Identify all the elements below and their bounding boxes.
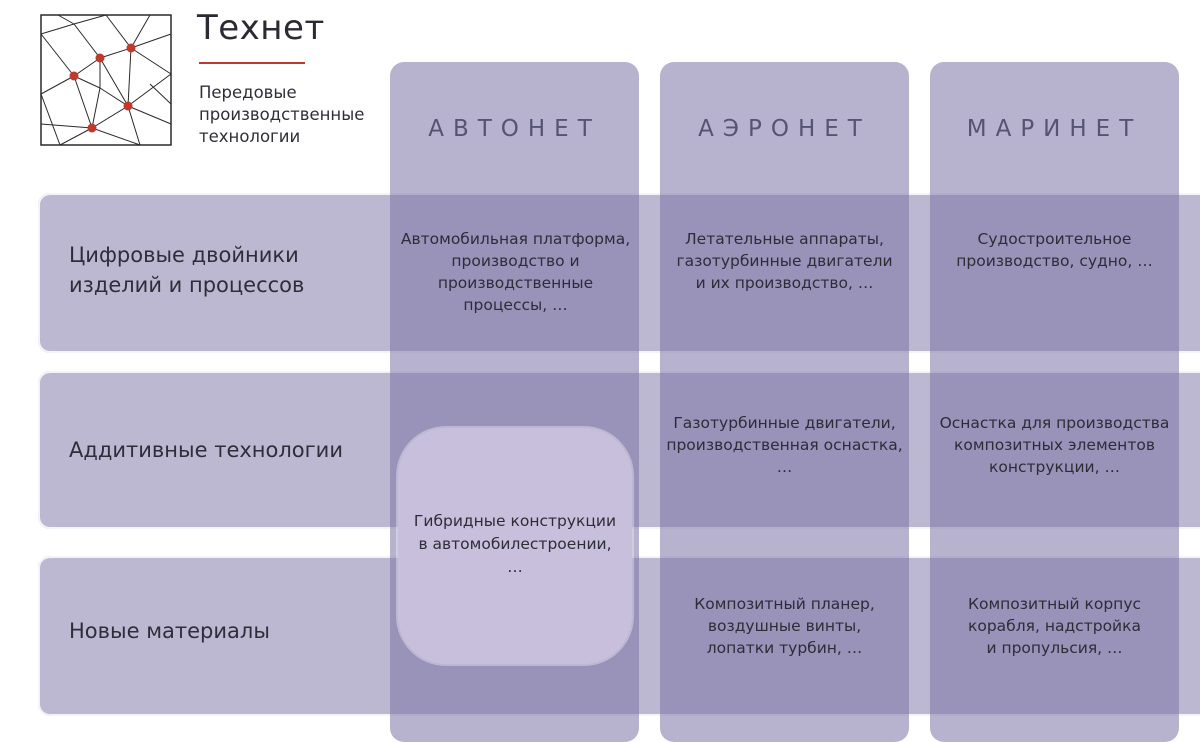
cell-line: композитных элементов [954, 436, 1155, 454]
cell-line: Судостроительное [977, 230, 1132, 248]
row-label-digital-twins [69, 240, 304, 300]
cell-line: Композитный планер, [694, 595, 875, 613]
cell-line: воздушные винты, [707, 617, 862, 635]
row-label-line: Новые материалы [69, 619, 270, 643]
cell-additive-marinet [930, 412, 1179, 478]
cell-line: лопатки турбин, … [706, 639, 863, 657]
brand-divider [199, 62, 305, 64]
cell-digital-twins-aeronet [660, 228, 909, 294]
brand-subtitle-line: технологии [199, 127, 301, 146]
cell-digital-twins-marinet [930, 228, 1179, 272]
row-label-line: изделий и процессов [69, 273, 305, 297]
cell-line: и их производство, … [695, 274, 874, 292]
cell-line: и пропульсия, … [986, 639, 1123, 657]
cell-line: … [776, 458, 793, 476]
cell-digital-twins-autonet [391, 228, 640, 316]
cell-line: в автомобилестроении, [418, 535, 612, 553]
cell-line: конструкции, … [989, 458, 1120, 476]
cell-line: Композитный корпус [967, 595, 1142, 613]
cell-line: Оснастка для производства [939, 414, 1170, 432]
cell-line: производственные [437, 274, 594, 292]
column-title-aeronet: АЭРОНЕТ [698, 116, 871, 142]
row-label-line: Аддитивные технологии [69, 438, 343, 462]
cell-line: процессы, … [463, 296, 568, 314]
column-title-autonet: АВТОНЕТ [428, 116, 601, 142]
brand-subtitle [199, 82, 389, 148]
cell-line: Летательные аппараты, [685, 230, 884, 248]
cell-line: … [507, 558, 523, 576]
cell-line: газотурбинные двигатели [676, 252, 893, 270]
row-label-line: Цифровые двойники [69, 243, 299, 267]
cell-materials-marinet [930, 593, 1179, 659]
row-label-materials [69, 616, 270, 646]
cell-line: производство и [451, 252, 580, 270]
cell-line: производственная оснастка, [666, 436, 903, 454]
cell-line: производство, судно, … [956, 252, 1153, 270]
brand-title: Технет [197, 8, 325, 48]
row-label-additive [69, 435, 343, 465]
technet-logo-icon [40, 14, 172, 146]
cell-line: Газотурбинные двигатели, [673, 414, 896, 432]
column-title-marinet: МАРИНЕТ [966, 116, 1143, 142]
cell-hybrid-structures-autonet [398, 510, 632, 579]
brand-subtitle-line: производственные [199, 105, 365, 124]
brand-subtitle-line: Передовые [199, 83, 297, 102]
cell-line: Автомобильная платформа, [400, 230, 631, 248]
cell-line: корабля, надстройка [968, 617, 1141, 635]
cell-additive-aeronet [660, 412, 909, 478]
cell-line: Гибридные конструкции [413, 512, 617, 530]
cell-materials-aeronet [660, 593, 909, 659]
